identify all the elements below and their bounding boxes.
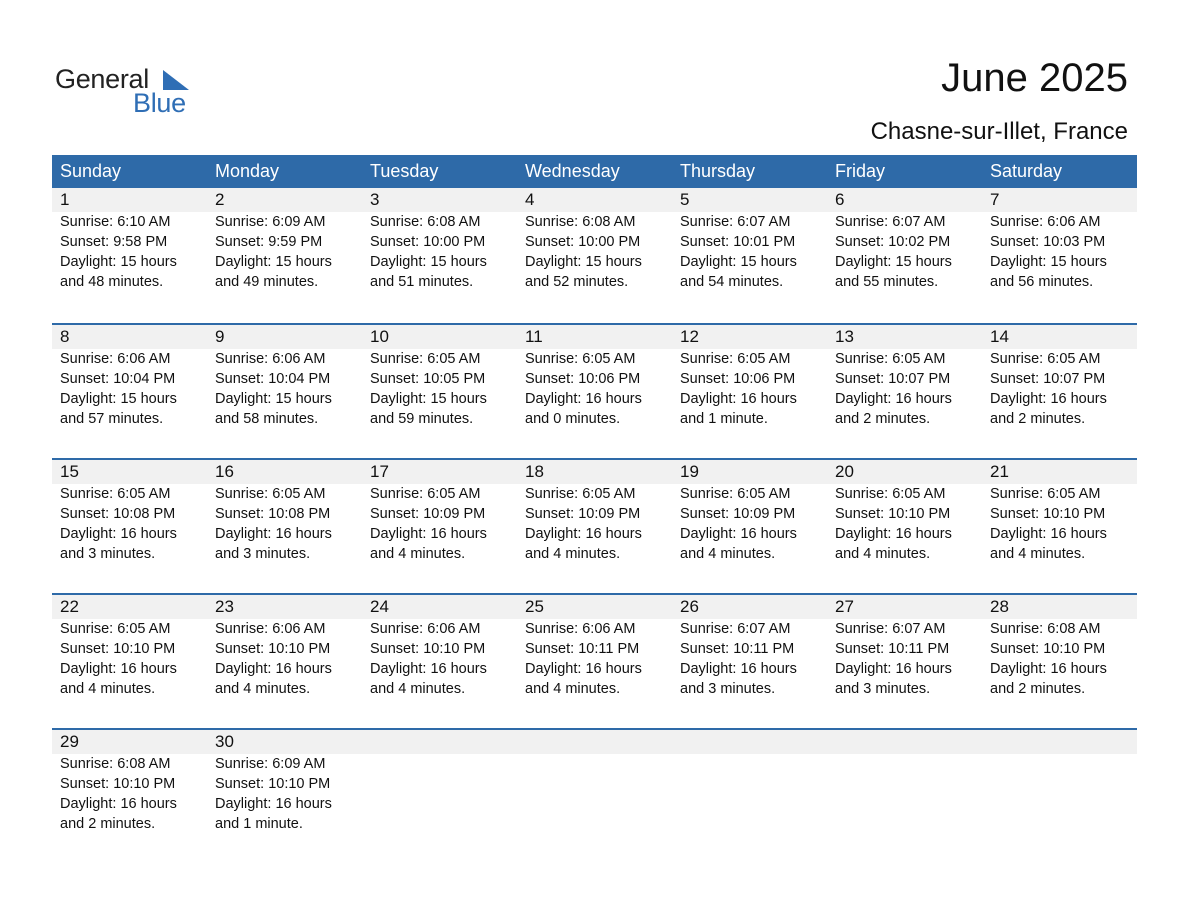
daylight-text: Daylight: 15 hours	[835, 254, 952, 270]
daylight-minutes-text: and 58 minutes.	[215, 411, 319, 427]
day-number: 19	[680, 462, 699, 481]
day-cell	[672, 460, 827, 590]
daylight-text: Daylight: 15 hours	[525, 254, 642, 270]
daylight-text: Daylight: 15 hours	[370, 391, 487, 407]
daylight-minutes-text: and 1 minute.	[215, 816, 303, 832]
sunrise-text: Sunrise: 6:05 AM	[990, 351, 1101, 367]
page-title: June 2025	[941, 56, 1128, 100]
weekday-thursday: Thursday	[680, 161, 756, 181]
week-row	[52, 593, 1137, 728]
daylight-minutes-text: and 57 minutes.	[60, 411, 164, 427]
daylight-minutes-text: and 4 minutes.	[215, 681, 311, 697]
daylight-minutes-text: and 3 minutes.	[835, 681, 931, 697]
day-number: 2	[215, 190, 225, 209]
daylight-minutes-text: and 4 minutes.	[680, 546, 776, 562]
daylight-minutes-text: and 4 minutes.	[370, 546, 466, 562]
sunset-text: Sunset: 10:10 PM	[990, 641, 1106, 657]
daylight-minutes-text: and 3 minutes.	[215, 546, 311, 562]
daylight-minutes-text: and 4 minutes.	[525, 681, 621, 697]
day-number: 23	[215, 597, 234, 616]
sunrise-text: Sunrise: 6:05 AM	[525, 351, 636, 367]
sunrise-text: Sunrise: 6:06 AM	[215, 351, 326, 367]
sunrise-text: Sunrise: 6:08 AM	[60, 756, 171, 772]
sunset-text: Sunset: 10:10 PM	[990, 506, 1106, 522]
sunrise-text: Sunrise: 6:09 AM	[215, 214, 326, 230]
sunrise-text: Sunrise: 6:05 AM	[370, 351, 481, 367]
daylight-text: Daylight: 16 hours	[215, 661, 332, 677]
day-number: 24	[370, 597, 389, 616]
sunset-text: Sunset: 10:07 PM	[990, 371, 1106, 387]
sunset-text: Sunset: 10:06 PM	[525, 371, 641, 387]
sunset-text: Sunset: 10:10 PM	[370, 641, 486, 657]
daylight-text: Daylight: 16 hours	[215, 526, 332, 542]
day-cell	[207, 188, 362, 318]
day-number: 18	[525, 462, 544, 481]
day-cell	[362, 595, 517, 725]
day-number: 13	[835, 327, 854, 346]
sunset-text: Sunset: 10:10 PM	[215, 776, 331, 792]
day-cell	[827, 188, 982, 318]
day-number: 11	[525, 327, 543, 346]
daylight-text: Daylight: 16 hours	[835, 661, 952, 677]
daylight-minutes-text: and 3 minutes.	[680, 681, 776, 697]
sunset-text: Sunset: 10:03 PM	[990, 234, 1106, 250]
day-number: 29	[60, 732, 79, 751]
sunset-text: Sunset: 10:09 PM	[525, 506, 641, 522]
day-number: 21	[990, 462, 1009, 481]
day-number: 4	[525, 190, 535, 209]
daylight-text: Daylight: 15 hours	[680, 254, 797, 270]
day-cell	[517, 595, 672, 725]
day-number: 17	[370, 462, 389, 481]
sunrise-text: Sunrise: 6:07 AM	[835, 214, 946, 230]
day-cell	[672, 325, 827, 455]
daylight-text: Daylight: 16 hours	[370, 661, 487, 677]
sunrise-text: Sunrise: 6:09 AM	[215, 756, 326, 772]
daylight-minutes-text: and 2 minutes.	[990, 681, 1086, 697]
day-number: 1	[60, 190, 70, 209]
weekday-saturday: Saturday	[990, 161, 1063, 181]
daylight-text: Daylight: 16 hours	[835, 526, 952, 542]
day-cell	[827, 460, 982, 590]
sunrise-text: Sunrise: 6:06 AM	[215, 621, 326, 637]
sunrise-text: Sunrise: 6:05 AM	[990, 486, 1101, 502]
sunrise-text: Sunrise: 6:05 AM	[215, 486, 326, 502]
day-number: 16	[215, 462, 234, 481]
sunset-text: Sunset: 10:01 PM	[680, 234, 796, 250]
daylight-minutes-text: and 4 minutes.	[835, 546, 931, 562]
daylight-minutes-text: and 4 minutes.	[525, 546, 621, 562]
daylight-text: Daylight: 15 hours	[215, 391, 332, 407]
day-cell	[52, 730, 207, 860]
calendar-grid	[52, 188, 1137, 863]
daylight-minutes-text: and 48 minutes.	[60, 274, 164, 290]
daylight-text: Daylight: 16 hours	[60, 796, 177, 812]
sunrise-text: Sunrise: 6:10 AM	[60, 214, 171, 230]
day-cell	[982, 325, 1137, 455]
day-cell	[207, 325, 362, 455]
daylight-minutes-text: and 54 minutes.	[680, 274, 784, 290]
daylight-text: Daylight: 16 hours	[990, 661, 1107, 677]
day-cell	[982, 188, 1137, 318]
sunrise-text: Sunrise: 6:08 AM	[525, 214, 636, 230]
week-row	[52, 323, 1137, 458]
sunrise-text: Sunrise: 6:05 AM	[370, 486, 481, 502]
sunrise-text: Sunrise: 6:06 AM	[60, 351, 171, 367]
daylight-minutes-text: and 51 minutes.	[370, 274, 474, 290]
day-cell	[827, 595, 982, 725]
sunrise-text: Sunrise: 6:05 AM	[835, 486, 946, 502]
sunrise-text: Sunrise: 6:06 AM	[370, 621, 481, 637]
sunrise-text: Sunrise: 6:06 AM	[990, 214, 1101, 230]
sunset-text: Sunset: 10:10 PM	[835, 506, 951, 522]
sunset-text: Sunset: 10:00 PM	[525, 234, 641, 250]
day-cell	[517, 325, 672, 455]
sunset-text: Sunset: 10:05 PM	[370, 371, 486, 387]
weekday-header	[52, 155, 1137, 188]
day-cell	[517, 460, 672, 590]
week-row	[52, 188, 1137, 323]
day-number: 15	[60, 462, 79, 481]
day-cell	[52, 188, 207, 318]
daylight-minutes-text: and 4 minutes.	[370, 681, 466, 697]
sunrise-text: Sunrise: 6:06 AM	[525, 621, 636, 637]
daylight-text: Daylight: 16 hours	[525, 661, 642, 677]
weekday-tuesday: Tuesday	[370, 161, 439, 181]
daylight-text: Daylight: 16 hours	[370, 526, 487, 542]
day-cell	[52, 460, 207, 590]
sunset-text: Sunset: 10:04 PM	[215, 371, 331, 387]
sunset-text: Sunset: 9:58 PM	[60, 234, 168, 250]
sunset-text: Sunset: 10:10 PM	[60, 641, 176, 657]
week-row	[52, 458, 1137, 593]
sunrise-text: Sunrise: 6:08 AM	[370, 214, 481, 230]
daylight-minutes-text: and 0 minutes.	[525, 411, 621, 427]
weekday-friday: Friday	[835, 161, 886, 181]
location-subtitle: Chasne-sur-Illet, France	[870, 118, 1128, 145]
day-number: 3	[370, 190, 380, 209]
sunrise-text: Sunrise: 6:05 AM	[60, 486, 171, 502]
daylight-minutes-text: and 59 minutes.	[370, 411, 474, 427]
day-cell	[52, 325, 207, 455]
day-number: 27	[835, 597, 854, 616]
day-cell	[672, 188, 827, 318]
day-cell	[52, 595, 207, 725]
sunset-text: Sunset: 10:10 PM	[60, 776, 176, 792]
day-cell	[827, 325, 982, 455]
sunset-text: Sunset: 10:06 PM	[680, 371, 796, 387]
daylight-text: Daylight: 16 hours	[680, 526, 797, 542]
sunset-text: Sunset: 10:10 PM	[215, 641, 331, 657]
day-number: 7	[990, 190, 1000, 209]
daylight-text: Daylight: 16 hours	[60, 661, 177, 677]
sunset-text: Sunset: 10:02 PM	[835, 234, 951, 250]
daylight-text: Daylight: 16 hours	[215, 796, 332, 812]
sunset-text: Sunset: 10:09 PM	[370, 506, 486, 522]
day-number: 25	[525, 597, 544, 616]
day-number: 6	[835, 190, 845, 209]
day-cell	[672, 595, 827, 725]
sunrise-text: Sunrise: 6:07 AM	[680, 621, 791, 637]
daylight-minutes-text: and 4 minutes.	[990, 546, 1086, 562]
day-number: 20	[835, 462, 854, 481]
day-number: 28	[990, 597, 1009, 616]
sunset-text: Sunset: 10:08 PM	[215, 506, 331, 522]
daylight-text: Daylight: 16 hours	[990, 526, 1107, 542]
day-cell	[362, 325, 517, 455]
daylight-minutes-text: and 56 minutes.	[990, 274, 1094, 290]
day-number: 10	[370, 327, 389, 346]
daylight-text: Daylight: 16 hours	[835, 391, 952, 407]
sunrise-text: Sunrise: 6:08 AM	[990, 621, 1101, 637]
day-cell	[362, 460, 517, 590]
daylight-minutes-text: and 3 minutes.	[60, 546, 156, 562]
sunset-text: Sunset: 10:08 PM	[60, 506, 176, 522]
daylight-text: Daylight: 16 hours	[525, 391, 642, 407]
day-cell	[207, 460, 362, 590]
sunrise-text: Sunrise: 6:07 AM	[835, 621, 946, 637]
logo-blue-text: Blue	[133, 88, 186, 118]
daylight-text: Daylight: 16 hours	[680, 661, 797, 677]
daylight-minutes-text: and 2 minutes.	[990, 411, 1086, 427]
day-number: 9	[215, 327, 225, 346]
daylight-text: Daylight: 15 hours	[215, 254, 332, 270]
daylight-text: Daylight: 16 hours	[680, 391, 797, 407]
sunset-text: Sunset: 10:11 PM	[680, 641, 795, 657]
sunset-text: Sunset: 10:11 PM	[525, 641, 640, 657]
day-cell	[207, 730, 362, 860]
weekday-monday: Monday	[215, 161, 280, 181]
day-number: 12	[680, 327, 699, 346]
sunset-text: Sunset: 10:04 PM	[60, 371, 176, 387]
daylight-minutes-text: and 4 minutes.	[60, 681, 156, 697]
sunset-text: Sunset: 9:59 PM	[215, 234, 323, 250]
daylight-text: Daylight: 15 hours	[990, 254, 1107, 270]
logo-general-text: General	[55, 64, 149, 94]
day-cell	[982, 460, 1137, 590]
weekday-wednesday: Wednesday	[525, 161, 620, 181]
daylight-text: Daylight: 16 hours	[525, 526, 642, 542]
sunset-text: Sunset: 10:09 PM	[680, 506, 796, 522]
day-number: 26	[680, 597, 699, 616]
day-number: 8	[60, 327, 70, 346]
day-number: 22	[60, 597, 79, 616]
sunrise-text: Sunrise: 6:05 AM	[525, 486, 636, 502]
daylight-minutes-text: and 2 minutes.	[60, 816, 156, 832]
day-number: 14	[990, 327, 1009, 346]
day-number: 5	[680, 190, 690, 209]
week-row	[52, 728, 1137, 863]
daylight-minutes-text: and 49 minutes.	[215, 274, 319, 290]
sunrise-text: Sunrise: 6:05 AM	[835, 351, 946, 367]
daylight-minutes-text: and 52 minutes.	[525, 274, 629, 290]
sunset-text: Sunset: 10:07 PM	[835, 371, 951, 387]
daylight-text: Daylight: 16 hours	[60, 526, 177, 542]
weekday-sunday: Sunday	[60, 161, 122, 181]
daylight-minutes-text: and 2 minutes.	[835, 411, 931, 427]
sunrise-text: Sunrise: 6:05 AM	[680, 351, 791, 367]
daylight-minutes-text: and 55 minutes.	[835, 274, 939, 290]
sunset-text: Sunset: 10:00 PM	[370, 234, 486, 250]
day-cell	[207, 595, 362, 725]
sunrise-text: Sunrise: 6:05 AM	[60, 621, 171, 637]
daylight-text: Daylight: 15 hours	[60, 391, 177, 407]
generalblue-logo	[55, 64, 195, 120]
sunrise-text: Sunrise: 6:05 AM	[680, 486, 791, 502]
daylight-text: Daylight: 15 hours	[60, 254, 177, 270]
sunset-text: Sunset: 10:11 PM	[835, 641, 950, 657]
daylight-minutes-text: and 1 minute.	[680, 411, 768, 427]
sunrise-text: Sunrise: 6:07 AM	[680, 214, 791, 230]
daylight-text: Daylight: 16 hours	[990, 391, 1107, 407]
day-cell	[517, 188, 672, 318]
day-number: 30	[215, 732, 234, 751]
daylight-text: Daylight: 15 hours	[370, 254, 487, 270]
day-cell	[362, 188, 517, 318]
day-cell	[982, 595, 1137, 725]
